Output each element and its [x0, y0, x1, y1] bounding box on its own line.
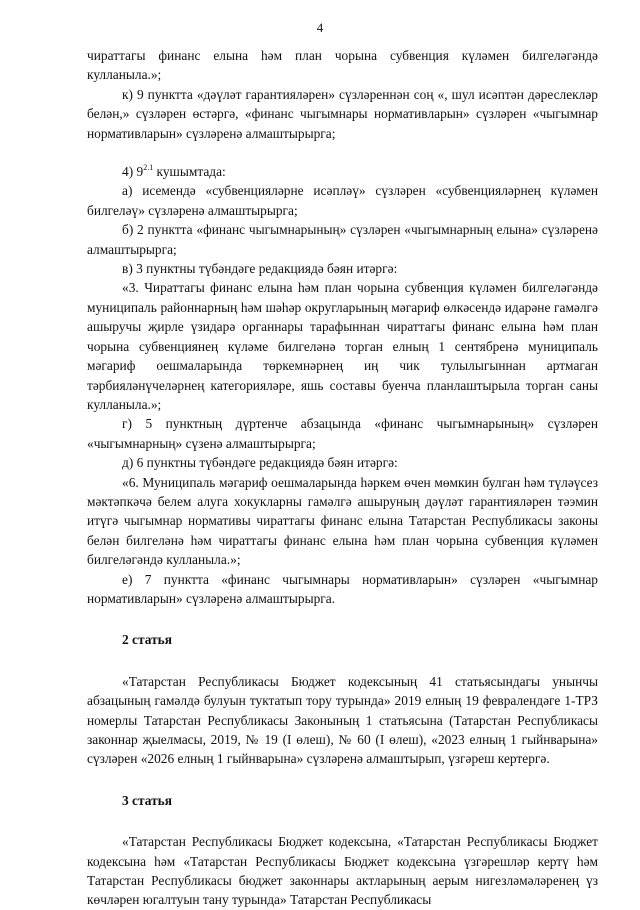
- article-2-heading: 2 статья: [122, 632, 172, 648]
- paragraph-appendix-heading: [87, 162, 598, 181]
- appendix-superscript: 2.1: [143, 163, 154, 173]
- paragraph-quote-3: «3. Чираттагы финанс елына һәм план чорына субвенция күләмен билгеләгәндә муниципаль районнарның һәм шәһәр округларының мәгариф өлкәсендә идарәне гамәлгә ашыручы җирле үзидарә органнары тарафыннан чираттагы финанс елына һәм план чорына субвенциянең күләме билгеләнә торган елның 1 сентябренә муниципаль мәгариф оешмаларында төркемнәрнең иң чик тулылыгыннан артмаган тәрбияләнүчеләрнең категорияләре, яшь составы буенча планлаштырыла торган саны кулланыла.»;: [87, 280, 598, 412]
- paragraph-quote-6: «6. Муниципаль мәгариф оешмаларында һәркем өчен мөмкин булган һәм түләүсез мәктәпкәчә белем алуга хокукларны гамәлгә ашыруның дәүләт гарантияләрен тәэмин итүгә чыгымнар нормативы чираттагы финанс елына Татарстан Республикасы законы белән билгеләнә һәм чираттагы финанс елына һәм план чорына субвенция күләмен билгеләгәндә кулланыла.»;: [87, 474, 598, 568]
- paragraph-item-a: а) исемендә «субвенцияләрне исәпләү» сүзләрен «субвенцияләрнең күләмен билгеләү» сүзләренә алмаштырырга;: [87, 183, 598, 218]
- article-2-text: «Татарстан Республикасы Бюджет кодексының 41 статьясындагы унынчы абзацының гамәлдә булуын туктатып тору турында» 2019 елның 19 февралендәге 1-ТРЗ номерлы Татарстан Республикасы Законының 1 статьясына (Татарстан Республикасы законнар җыелмасы, 2019, № 19 (I өлеш), № 60 (I өлеш), «2023 елның 1 гыйнварына» сүзләрен «2026 елның 1 гыйнварына» сүзләренә алмаштырып, үзгәреш кертергә.: [87, 673, 598, 767]
- document-body: [87, 46, 598, 910]
- article-3-heading: 3 статья: [122, 792, 172, 808]
- paragraph-item-v: в) 3 пунктны түбәндәге редакциядә бәян итәргә:: [122, 261, 398, 277]
- paragraph-item-k: к) 9 пунктта «дәүләт гарантияләрен» сүзләреннән соң «, шул исәптән дәреслекләр белән,» сүзләрен өстәргә, «финанс чыгымнары нормативларын» сүзләрен «чыгымнар нормативларын» сүзләренә алмаштырырга;: [87, 86, 598, 141]
- paragraph-item-e: е) 7 пунктта «финанс чыгымнары нормативларын» сүзләрен «чыгымнар нормативларын» сүзләренә алмаштырырга.: [87, 571, 598, 606]
- appendix-suffix: кушымтада:: [153, 164, 226, 180]
- page-number: 4: [316, 20, 324, 35]
- appendix-number: 4) 9: [122, 164, 144, 180]
- paragraph-continuation: чираттагы финанс елына һәм план чорына субвенция күләмен билгеләгәндә кулланыла.»;: [87, 48, 598, 83]
- paragraph-item-b: б) 2 пунктта «финанс чыгымнарының» сүзләрен «чыгымнарның елына» сүзләренә алмаштырырга;: [87, 222, 598, 257]
- paragraph-item-d: д) 6 пунктны түбәндәге редакциядә бәян итәргә:: [122, 455, 398, 471]
- paragraph-item-g: г) 5 пунктның дүртенче абзацында «финанс чыгымнарының» сүзләрен «чыгымнарның» сүзенә алмаштырырга;: [87, 416, 598, 451]
- article-3-text: «Татарстан Республикасы Бюджет кодексына, «Татарстан Республикасы Бюджет кодексына һәм «Татарстан Республикасы Бюджет кодексына үзгәрешләр кертү һәм Татарстан Республикасы бюджет законнары актларының аерым нигезләмәләренең үз көчләрен югалтуын тану турында» Татарстан Республикасы: [87, 834, 598, 908]
